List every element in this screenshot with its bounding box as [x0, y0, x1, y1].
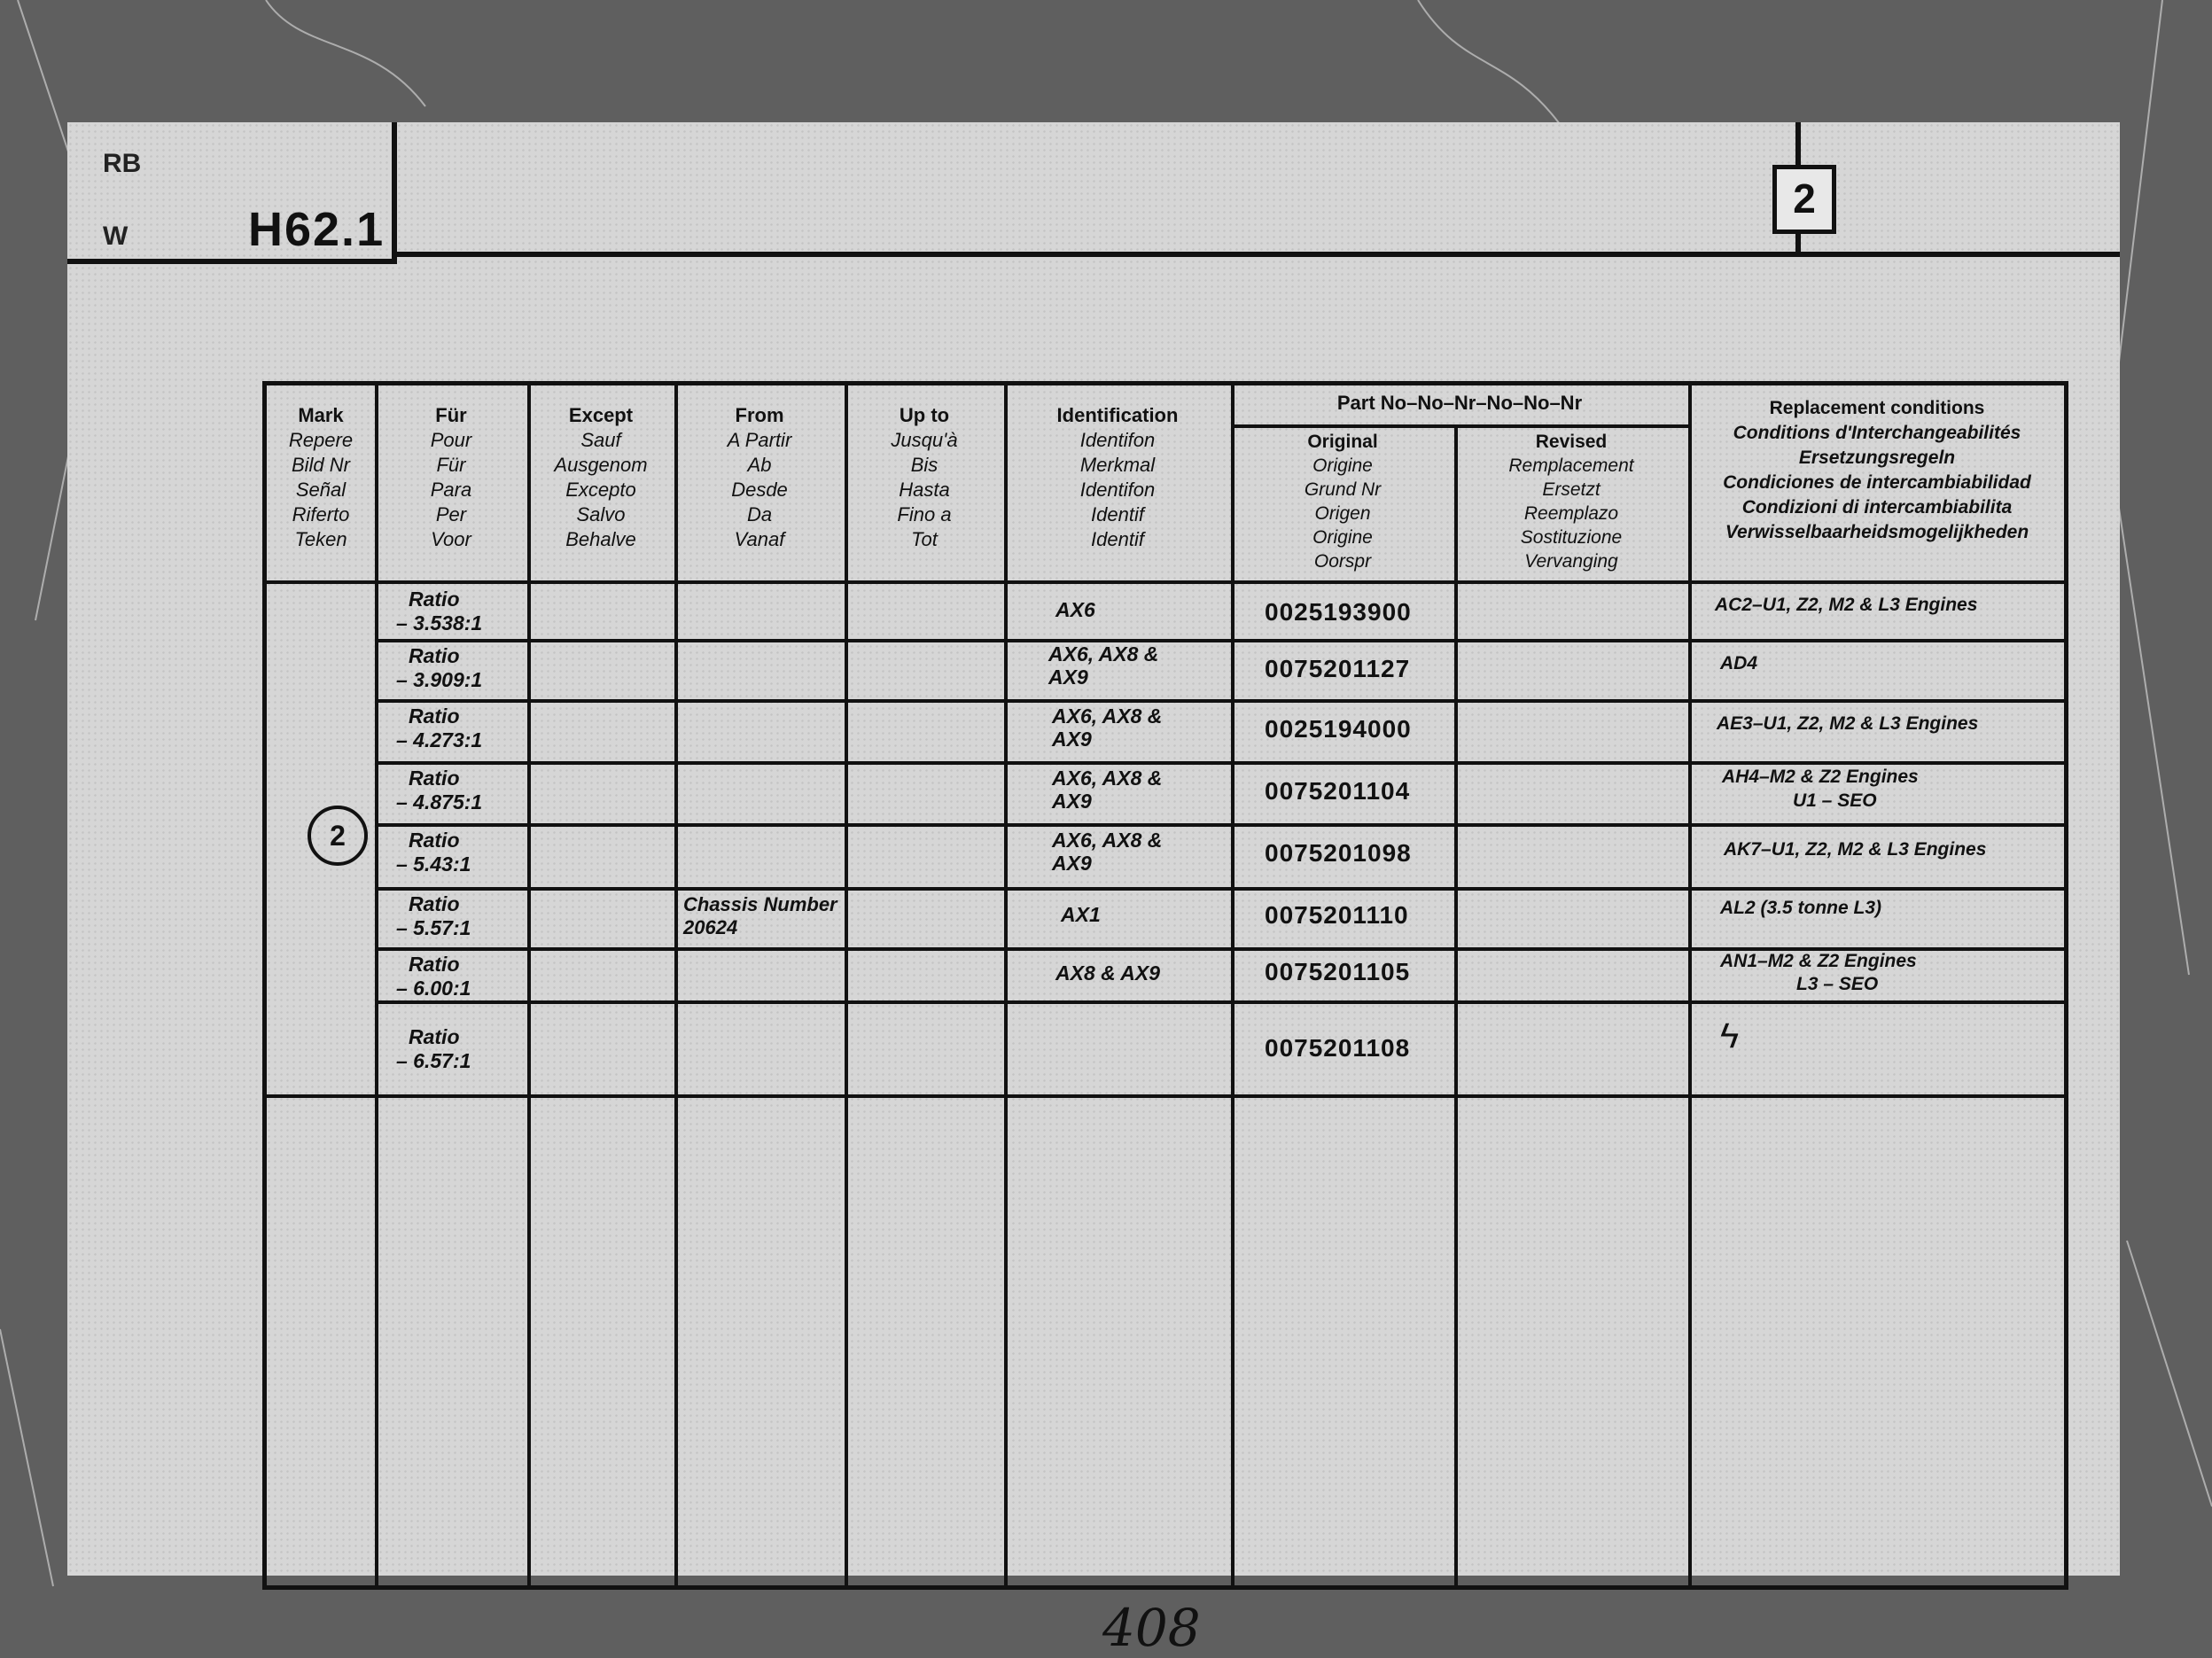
- lightning-bolt-icon: ϟ: [1720, 1016, 1740, 1055]
- for-ratio: – 3.538:1: [396, 611, 483, 634]
- for-label: Ratio: [409, 829, 460, 852]
- header-mark: Mark Repere Bild Nr Señal Riferto Teken: [288, 404, 354, 550]
- from-value-2: 20624: [683, 916, 738, 938]
- for-ratio: – 5.43:1: [396, 852, 471, 876]
- condition: AD4: [1720, 653, 1758, 673]
- original-part-no: 0075201127: [1265, 655, 1411, 682]
- condition-2: L3 – SEO: [1796, 974, 1879, 994]
- condition: AL2 (3.5 tonne L3): [1720, 898, 1882, 918]
- parts-card: [67, 122, 2120, 1658]
- condition: AK7–U1, Z2, M2 & L3 Engines: [1724, 839, 1987, 860]
- header-strip: [397, 122, 1795, 257]
- identification-2: AX9: [1052, 852, 1092, 875]
- for-label: Ratio: [409, 1025, 460, 1048]
- mark-circle: 2: [308, 806, 368, 866]
- page-box: 2: [1772, 165, 1836, 234]
- condition: AC2–U1, Z2, M2 & L3 Engines: [1715, 595, 1978, 615]
- for-ratio: – 4.875:1: [396, 790, 483, 813]
- header-revised: Revised Remplacement Ersetzt Reemplazo Sostituzione Vervanging: [1508, 432, 1634, 572]
- condition: AN1–M2 & Z2 Engines: [1720, 951, 1917, 971]
- for-label: Ratio: [409, 644, 460, 667]
- original-part-no: 0075201108: [1265, 1034, 1411, 1062]
- w-label: W: [103, 222, 129, 251]
- original-part-no: 0025193900: [1265, 598, 1412, 626]
- identification: AX6, AX8 &: [1052, 704, 1163, 728]
- identification: AX8 & AX9: [1055, 961, 1161, 985]
- identification: AX6: [1055, 598, 1095, 621]
- header-from: From A Partir Ab Desde Da Vanaf: [727, 404, 792, 550]
- header-up-to: Up to Jusqu'à Bis Hasta Fino a Tot: [891, 404, 958, 550]
- header-code-box: [67, 122, 397, 264]
- for-label: Ratio: [409, 767, 460, 790]
- condition-2: U1 – SEO: [1793, 790, 1877, 811]
- header-for: Für Pour Für Para Per Voor: [430, 404, 472, 550]
- for-ratio: – 5.57:1: [396, 916, 471, 939]
- condition: AH4–M2 & Z2 Engines: [1722, 767, 1919, 787]
- original-part-no: 0075201098: [1265, 839, 1412, 867]
- header-except: Except Sauf Ausgenom Excepto Salvo Behalve: [554, 404, 648, 550]
- identification: AX6, AX8 &: [1048, 642, 1159, 666]
- from-value: Chassis Number: [683, 893, 837, 915]
- original-part-no: 0025194000: [1265, 715, 1412, 743]
- for-ratio: – 6.57:1: [396, 1049, 471, 1072]
- rb-label: RB: [103, 149, 142, 178]
- original-part-no: 0075201105: [1265, 958, 1411, 985]
- for-label: Ratio: [409, 704, 460, 728]
- identification: AX1: [1061, 903, 1101, 926]
- header-identification: Identification Identifon Merkmal Identifon Identif Identif: [1056, 404, 1179, 550]
- identification: AX6, AX8 &: [1052, 829, 1163, 852]
- identification: AX6, AX8 &: [1052, 767, 1163, 790]
- for-ratio: – 3.909:1: [396, 668, 483, 691]
- identification-2: AX9: [1048, 666, 1088, 689]
- original-part-no: 0075201104: [1265, 777, 1411, 805]
- condition: AE3–U1, Z2, M2 & L3 Engines: [1717, 713, 1979, 734]
- original-part-no: 0075201110: [1265, 901, 1409, 929]
- header-original: Original Origine Grund Nr Origen Origine Oorspr: [1304, 432, 1382, 572]
- section-code: H62.1: [248, 203, 386, 256]
- header-replacement: Replacement conditions Conditions d'Interchangeabilités Ersetzungsregeln Condiciones de intercambiabilidad Condizioni di intercambiabilita Verwisselbaarheidsmogelijkheden: [1723, 398, 2031, 542]
- for-label: Ratio: [409, 588, 460, 611]
- handwritten-page-number: 408: [1102, 1598, 1201, 1658]
- for-ratio: – 6.00:1: [396, 977, 471, 1000]
- header-part-no: Part No–No–Nr–No–No–Nr: [1336, 392, 1583, 414]
- header-right-box: [1795, 122, 2120, 257]
- identification-2: AX9: [1052, 728, 1092, 751]
- for-ratio: – 4.273:1: [396, 728, 483, 751]
- parts-table: [262, 381, 2068, 1590]
- for-label: Ratio: [409, 953, 460, 976]
- for-label: Ratio: [409, 892, 460, 915]
- identification-2: AX9: [1052, 790, 1092, 813]
